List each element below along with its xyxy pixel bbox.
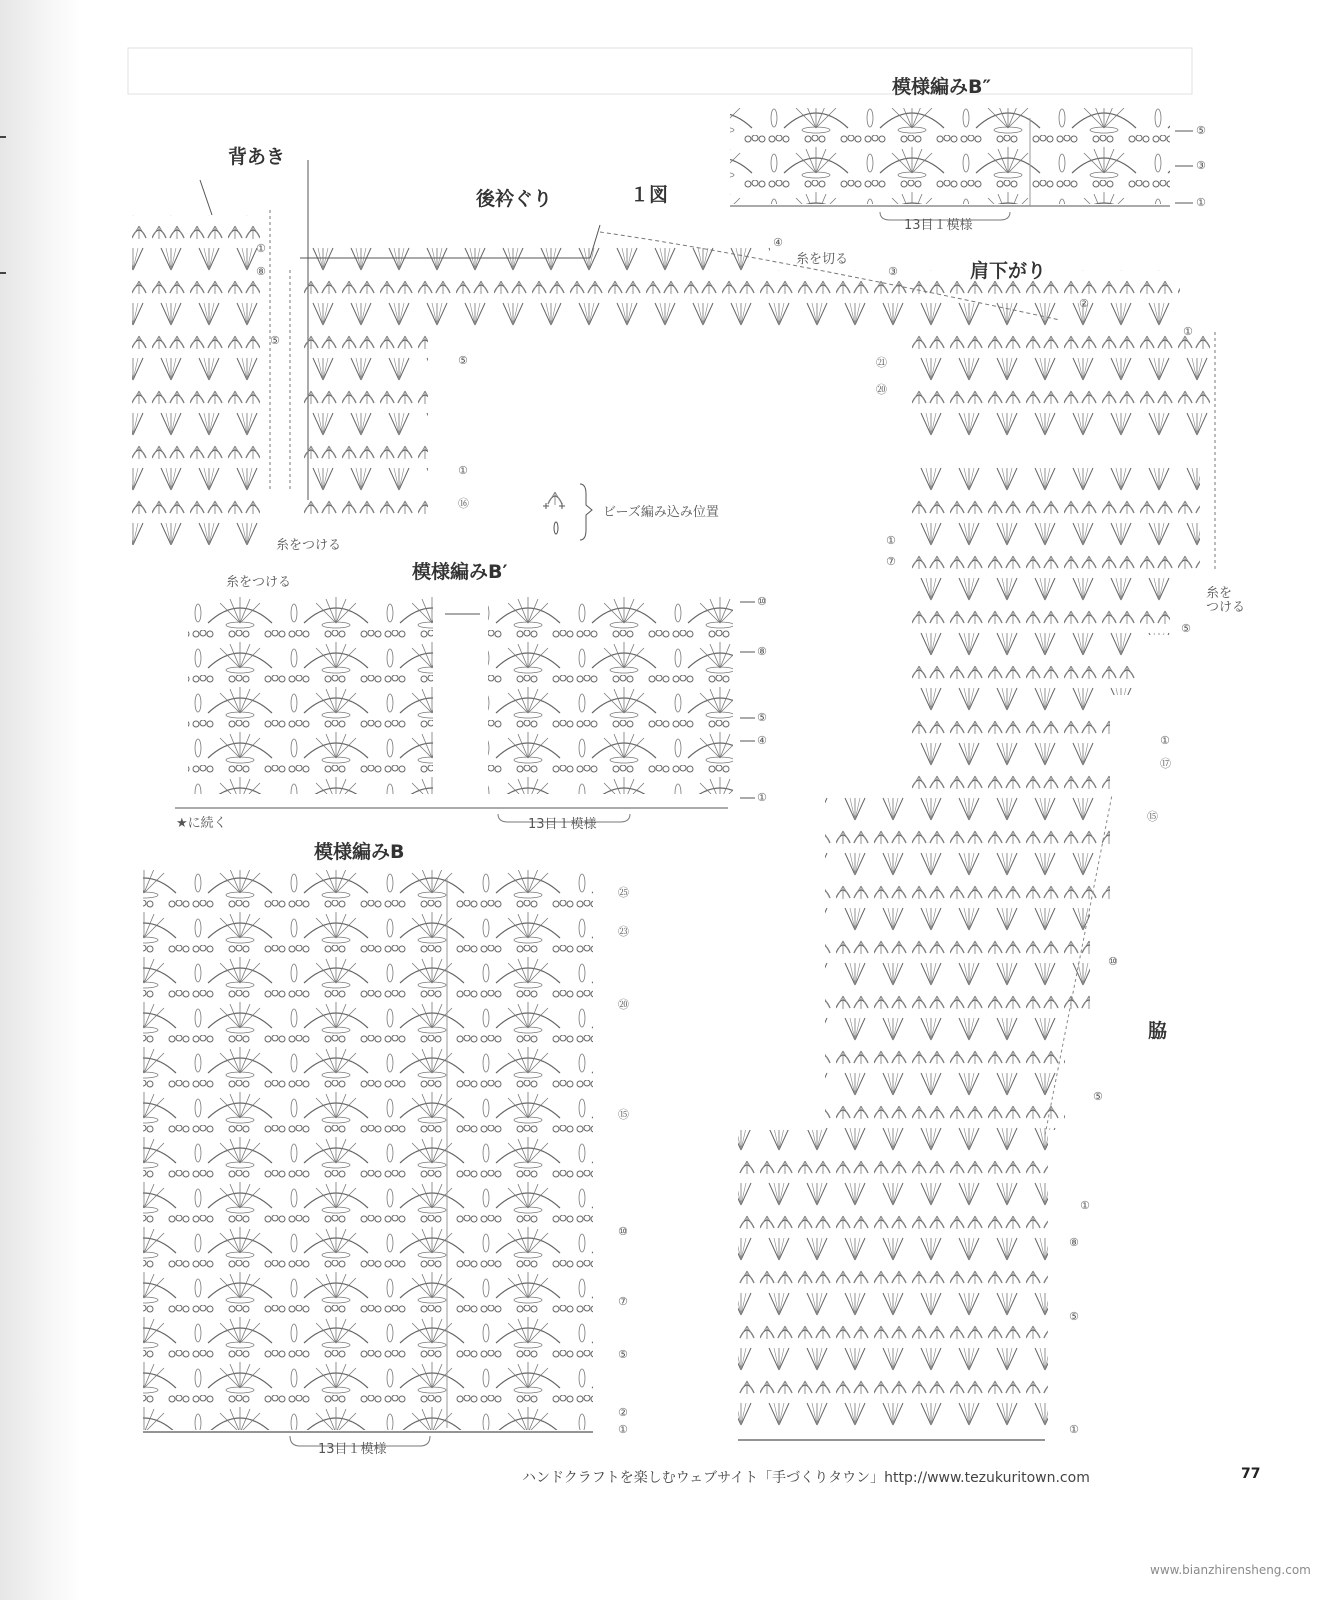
row-marker: ⑩ [1108, 955, 1118, 968]
shoulder-slope-label: 肩下がり [970, 260, 1047, 282]
row-marker: ⑰ [1160, 757, 1171, 770]
b-double-prime-stitches [730, 108, 1170, 204]
row-marker: ⑳ [618, 998, 629, 1011]
row-marker: ① [757, 791, 767, 804]
row-marker: ⑩ [757, 595, 767, 608]
right-mid-stitches [910, 465, 1200, 575]
row-marker: ⑤ [458, 354, 468, 367]
b-repeat: 13目１模様 [318, 1442, 387, 1457]
b-prime-left-stitches [188, 596, 433, 794]
bead-legend [543, 484, 592, 540]
page-number: 77 [1241, 1466, 1261, 1482]
row-marker: ⑯ [458, 497, 469, 510]
row-marker: ⑤ [270, 334, 280, 347]
row-marker: ㉕ [618, 886, 629, 899]
row-marker: ③ [1196, 159, 1206, 172]
attach-yarn-label: 糸を つける [1206, 586, 1246, 616]
row-marker: ② [1079, 297, 1089, 310]
row-marker: ⑤ [757, 711, 767, 724]
row-marker: ① [1196, 196, 1206, 209]
row-marker: ① [1080, 1199, 1090, 1212]
row-marker: ⑤ [1069, 1310, 1079, 1323]
row-marker: ① [256, 242, 266, 255]
row-marker: ⑦ [618, 1295, 628, 1308]
row-marker: ③ [888, 265, 898, 278]
row-marker: ⑮ [618, 1108, 629, 1121]
footer-text: ハンドクラフトを楽しむウェブサイト「手づくりタウン」http://www.tezukuritown.com [522, 1470, 1090, 1486]
attach-yarn-label: 糸をつける [276, 538, 342, 553]
right-lower3-stitches [825, 1015, 1065, 1130]
b-double-prime-repeat: 13目１模様 [904, 218, 973, 233]
right-mid3-stitches [910, 635, 1140, 695]
row-marker: ① [1069, 1423, 1079, 1436]
row-marker: ⑦ [886, 555, 896, 568]
b-stitches [143, 870, 593, 1430]
row-marker: ⑤ [618, 1348, 628, 1361]
back-neckline-label: 後衿ぐり [476, 188, 553, 210]
right-upper-stitches [910, 330, 1210, 440]
right-bottom-stitches [738, 1130, 1048, 1435]
right-lower2-stitches [825, 905, 1090, 1015]
row-marker: ㉓ [618, 925, 629, 938]
row-marker: ⑧ [757, 645, 767, 658]
yoke-body-stitches [300, 330, 428, 520]
attach-yarn-label: 糸をつける [226, 575, 292, 590]
row-marker: ① [886, 534, 896, 547]
neckline-band [300, 240, 770, 270]
row-marker: ① [458, 464, 468, 477]
row-marker: ① [618, 1423, 628, 1436]
figure-label: １図 [630, 184, 669, 206]
back-opening-label: 背あき [228, 146, 286, 168]
b-prime-repeat: 13目１模様 [528, 817, 597, 832]
right-lower-stitches [825, 795, 1110, 905]
row-marker: ② [618, 1406, 628, 1419]
row-marker: ⑤ [1196, 124, 1206, 137]
row-marker: ⑩ [618, 1225, 628, 1238]
b-double-prime-title: 模様編みB″ [892, 76, 991, 98]
row-marker: ⑳ [876, 383, 887, 396]
row-marker: ④ [773, 236, 783, 249]
row-marker: ⑤ [1093, 1090, 1103, 1103]
bead-position-label: ビーズ編み込み位置 [603, 505, 719, 520]
b-prime-title: 模様編みB′ [412, 561, 508, 583]
right-mid4-stitches [910, 695, 1110, 795]
row-marker: ⑮ [1147, 810, 1158, 823]
side-label: 脇 [1148, 1020, 1168, 1042]
row-marker: ㉑ [876, 356, 887, 369]
row-marker: ⑧ [1069, 1236, 1079, 1249]
shoulder-band [300, 270, 1180, 330]
row-marker: ① [1183, 325, 1193, 338]
row-marker: ⑧ [256, 265, 266, 278]
row-marker: ④ [757, 734, 767, 747]
back-opening-stitches [132, 215, 260, 545]
right-mid2-stitches [910, 575, 1170, 635]
cut-yarn-label: 糸を切る [796, 252, 849, 267]
continue-star-label: ★に続く [176, 816, 227, 831]
watermark: www.bianzhirensheng.com [1150, 1563, 1311, 1577]
b-title: 模様編みB [314, 841, 405, 863]
b-prime-right-stitches [488, 596, 733, 794]
row-marker: ① [1160, 734, 1170, 747]
row-marker: ⑤ [1181, 622, 1191, 635]
